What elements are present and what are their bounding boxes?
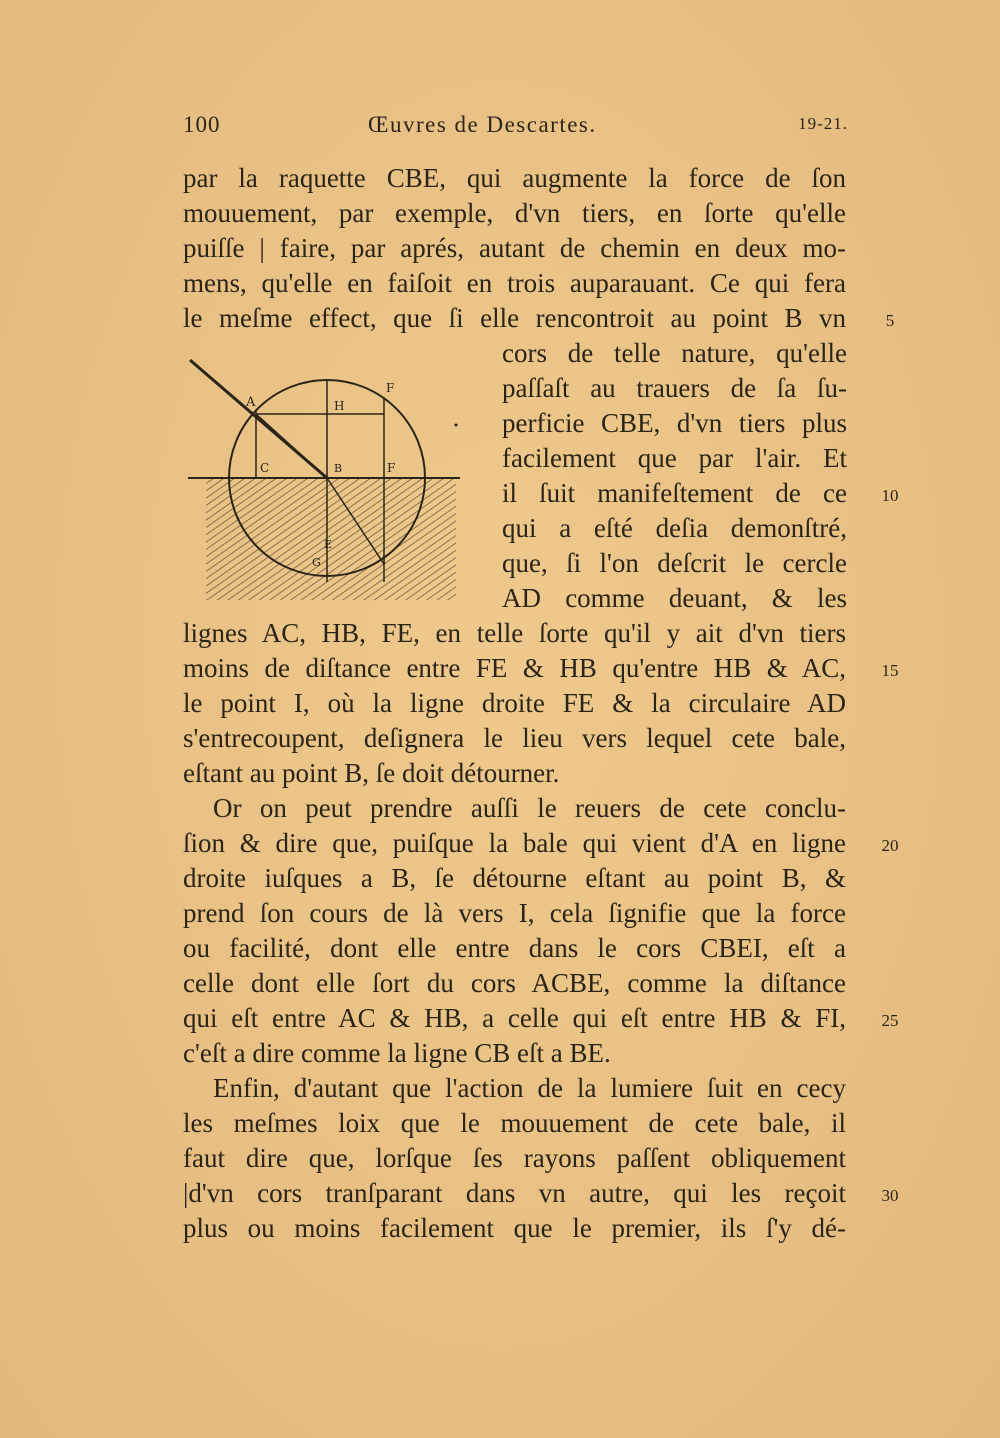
page-title: Œuvres de Descartes. bbox=[368, 112, 597, 137]
label-a: A bbox=[246, 395, 256, 410]
text-line: ou facilité, dont elle entre dans le cors CBEI, eſt a bbox=[183, 933, 846, 963]
text-line: qui eſt entre AC & HB, a celle qui eſt entre HB & FI, bbox=[183, 1003, 846, 1033]
text-line: le point I, où la ligne droite FE & la circulaire AD bbox=[183, 688, 846, 718]
text-line: perficie CBE, d'vn tiers plus bbox=[502, 408, 847, 438]
text-line: mouuement, par exemple, d'vn tiers, en ſorte qu'elle bbox=[183, 198, 846, 228]
line-number: 30 bbox=[881, 1186, 899, 1205]
text-line: droite iuſques a B, ſe détourne eſtant au point B, & bbox=[183, 863, 846, 893]
label-c: C bbox=[260, 461, 270, 475]
text-line: les meſmes loix que le mouuement de cete bale, il bbox=[183, 1108, 846, 1138]
label-h: H bbox=[334, 399, 345, 413]
text-line: par la raquette CBE, qui augmente la force de ſon bbox=[183, 163, 846, 193]
line-number: 10 bbox=[881, 486, 899, 505]
text-line: s'entrecoupent, deſignera le lieu vers lequel cete bale, bbox=[183, 723, 846, 753]
text-line: qui a eſté deſia demonſtré, bbox=[502, 513, 847, 543]
text-line: il ſuit manifeſtement de ce bbox=[502, 478, 847, 508]
line-number: 15 bbox=[881, 661, 899, 680]
text-line: Enfin, d'autant que l'action de la lumiere ſuit en cecy bbox=[213, 1073, 846, 1103]
line-number: 5 bbox=[885, 311, 895, 330]
page-reference: 19-21. bbox=[798, 114, 848, 133]
line-number: 20 bbox=[881, 836, 899, 855]
text-line: AD comme deuant, & les bbox=[502, 583, 847, 613]
text-line: plus ou moins facilement que le premier, ils ſ'y dé- bbox=[183, 1213, 846, 1243]
label-f: F bbox=[387, 461, 396, 475]
text-line: celle dont elle ſort du cors ACBE, comme la diſtance bbox=[183, 968, 846, 998]
label-f-top: F bbox=[386, 381, 395, 395]
text-line: prend ſon cours de là vers I, cela ſignifie que la force bbox=[183, 898, 846, 928]
text-line: |d'vn cors tranſparant dans vn autre, qui les reçoit bbox=[183, 1178, 846, 1208]
text-line: Or on peut prendre auſſi le reuers de cete conclu- bbox=[213, 793, 846, 823]
text-line: ſion & dire que, puiſque la bale qui vient d'A en ligne bbox=[183, 828, 846, 858]
text-line: facilement que par l'air. Et bbox=[502, 443, 847, 473]
label-g: G bbox=[312, 556, 321, 569]
label-i: I bbox=[382, 554, 387, 567]
text-line: c'eſt a dire comme la ligne CB eſt a BE. bbox=[183, 1038, 611, 1068]
line-number: 25 bbox=[881, 1011, 899, 1030]
page-number: 100 bbox=[183, 112, 221, 137]
refraction-diagram bbox=[184, 352, 464, 610]
text-line: eſtant au point B, ſe doit détourner. bbox=[183, 758, 560, 788]
stray-dot bbox=[455, 424, 458, 427]
text-line: lignes AC, HB, FE, en telle ſorte qu'il y ait d'vn tiers bbox=[183, 618, 846, 648]
running-header bbox=[183, 112, 848, 148]
text-line: mens, qu'elle en faiſoit en trois auparauant. Ce qui fera bbox=[183, 268, 846, 298]
text-line: faut dire que, lorſque ſes rayons paſſent obliquement bbox=[183, 1143, 846, 1173]
text-line: le meſme effect, que ſi elle rencontroit au point B vn bbox=[183, 303, 846, 333]
text-line: cors de telle nature, qu'elle bbox=[502, 338, 847, 368]
label-b: B bbox=[334, 462, 343, 475]
label-e: E bbox=[324, 538, 333, 551]
text-line: paſſaſt au trauers de ſa ſu- bbox=[502, 373, 847, 403]
text-line: moins de diſtance entre FE & HB qu'entre HB & AC, bbox=[183, 653, 846, 683]
text-line: que, ſi l'on deſcrit le cercle bbox=[502, 548, 847, 578]
text-line: puiſſe | faire, par aprés, autant de chemin en deux mo- bbox=[183, 233, 846, 263]
